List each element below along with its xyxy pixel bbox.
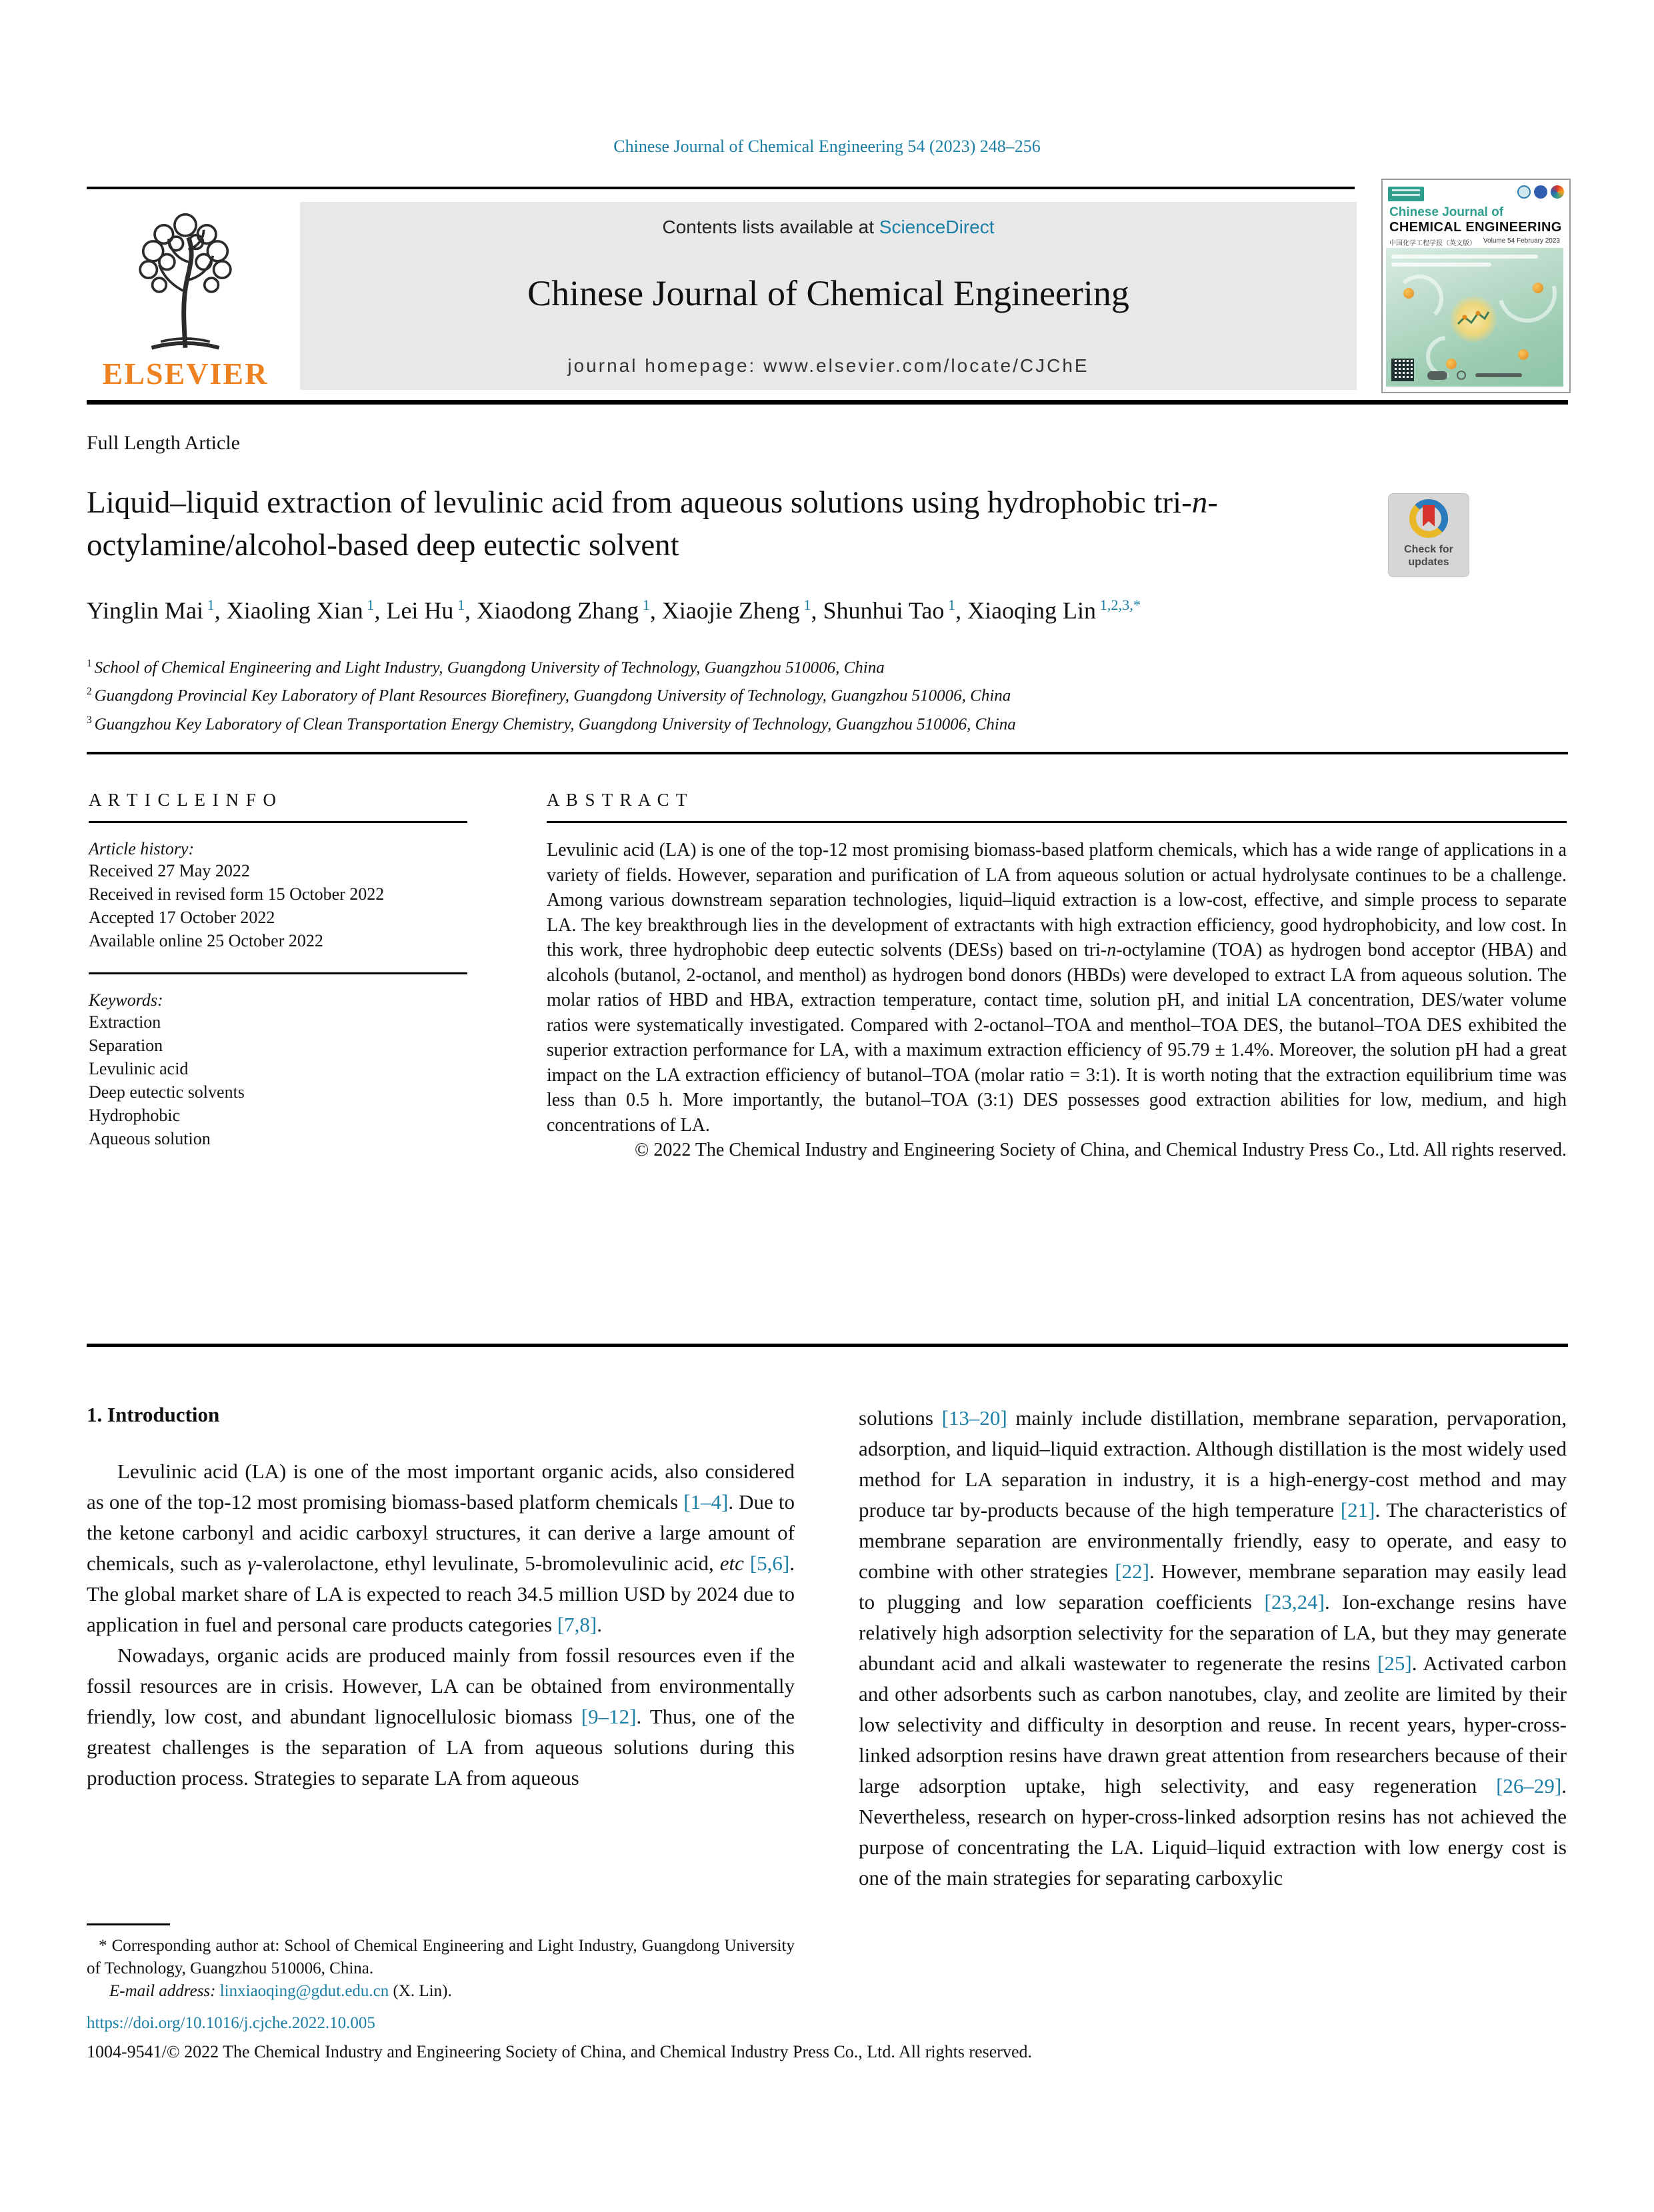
- text-segment: , Xiaoling Xian: [214, 597, 363, 624]
- body-left-column: [87, 1403, 795, 1793]
- body-right-column: [859, 1403, 1567, 1893]
- author-list: [87, 596, 1560, 624]
- email-address-line: [87, 1980, 795, 2003]
- text-segment: E-mail address:: [109, 1982, 220, 2000]
- text-segment: Levulinic acid (LA) is one of the top-12 most promising biomass-based platform chemicals, which has a wide range of applications in a variety of fields. However, separation and purification of LA from aqueous solution or actual hydrolysate continues to be a challenge. Among various downstream separation technologies, liquid–liquid extraction is a low-cost, effective, and simple process to separate LA. The key breakthrough lies in the development of extractants with high extraction efficiency, good hydrophobicity, and low cost. In this work, three hydrophobic deep eutectic solvents (DESs) based on tri-: [547, 840, 1567, 960]
- inline-link[interactable]: [7,8]: [557, 1613, 597, 1636]
- text-segment: . Ion-exchange resins have relatively high adsorption selectivity for the separation of LA, but they may generate abundant acid and alkali wastewater to regenerate the resins: [859, 1590, 1567, 1675]
- text-segment: n: [1191, 485, 1208, 520]
- affiliation-line: [87, 708, 1560, 736]
- inline-link[interactable]: [1–4]: [683, 1490, 729, 1514]
- text-segment: solutions: [859, 1406, 942, 1430]
- corresponding-author-text: * Corresponding author at: School of Chemical Engineering and Light Industry, Guangdong University of Technology, Guangzhou 510006, China.: [87, 1937, 795, 1977]
- section-divider-rule: [87, 1344, 1568, 1347]
- history-item: Available online 25 October 2022: [89, 931, 323, 950]
- affiliation-bottom-rule: [87, 752, 1568, 754]
- text-segment: . However, membrane separation may easily lead to plugging and low separation coefficients: [859, 1560, 1567, 1614]
- cover-chinese-title: 中国化学工程学报（英文版）: [1389, 240, 1476, 247]
- abstract-body: [547, 838, 1567, 1138]
- abstract-copyright: © 2022 The Chemical Industry and Engineering Society of China, and Chemical Industry Press Co., Ltd. All rights reserved.: [635, 1140, 1567, 1160]
- cover-swirl: [1395, 275, 1443, 323]
- text-segment: 2: [87, 686, 95, 698]
- keyword-item: Extraction: [89, 1012, 161, 1032]
- text-segment: . The global market share of LA is expected to reach 34.5 million USD by 2024 due to application in fuel and personal care products categories: [87, 1552, 795, 1636]
- inline-link[interactable]: [13–20]: [941, 1406, 1007, 1430]
- text-segment: Guangdong Provincial Key Laboratory of Plant Resources Biorefinery, Guangdong University of Technology, Guangzhou 510006, China: [94, 686, 1011, 705]
- article-info-column: [89, 790, 467, 1150]
- text-segment: . Activated carbon and other adsorbents such as carbon nanotubes, clay, and zeolite are limited by their low selectivity and difficulty in desorption and reuse. In recent years, hyper-cross-linked adsorption resins have drawn great attention from researchers because of their large adsorption uptake, high selectivity, and easy regeneration: [859, 1652, 1567, 1797]
- cover-artwork: [1386, 248, 1563, 387]
- cover-title-line2: CHEMICAL ENGINEERING: [1389, 220, 1562, 235]
- abstract-rule: [547, 821, 1567, 823]
- abstract-heading: A B S T R A C T: [547, 790, 689, 810]
- inline-link[interactable]: 1: [944, 596, 956, 613]
- text-segment: , Xiaojie Zheng: [649, 597, 800, 624]
- doi-link[interactable]: https://doi.org/10.1016/j.cjche.2022.10.005: [87, 2014, 375, 2032]
- keyword-item: Deep eutectic solvents: [89, 1082, 245, 1102]
- text-segment: 3: [87, 714, 95, 726]
- corresponding-author-footnote: [87, 1923, 795, 2003]
- cover-article-title-bar: [1391, 255, 1538, 259]
- running-head-citation: Chinese Journal of Chemical Engineering 54 (2023) 248–256: [613, 137, 1041, 156]
- cover-volume-date: Volume 54 February 2023: [1483, 237, 1560, 245]
- text-segment: . Nevertheless, research on hyper-cross-linked adsorption resins has not achieved the purpose of concentrating the LA. Liquid–liquid extraction with low energy cost is one of the main strategies for separating carboxylic: [859, 1774, 1567, 1889]
- inline-link[interactable]: [9–12]: [581, 1705, 637, 1728]
- affiliation-line: [87, 680, 1560, 708]
- affiliation-line: [87, 652, 1560, 680]
- article-history-label: Article history:: [89, 839, 195, 858]
- cover-dot: [1518, 349, 1529, 360]
- inline-link[interactable]: [26–29]: [1496, 1774, 1562, 1797]
- cover-society-logos: [1517, 185, 1564, 199]
- inline-link[interactable]: 1: [799, 596, 811, 613]
- inline-link[interactable]: [23,24]: [1264, 1590, 1325, 1614]
- text-segment: . Thus, one of the greatest challenges is the separation of LA from aqueous solutions during this production process. Strategies to separate LA from aqueous: [87, 1705, 795, 1789]
- text-segment: School of Chemical Engineering and Light Industry, Guangdong University of Technology, Guangzhou 510006, China: [94, 658, 885, 677]
- history-item: Received in revised form 15 October 2022: [89, 884, 385, 904]
- society-logo-icon: [1551, 185, 1564, 199]
- cover-molecule-icon: [1455, 304, 1491, 333]
- inline-link[interactable]: [21]: [1340, 1498, 1375, 1522]
- inline-link[interactable]: 1,2,3,*: [1096, 596, 1141, 613]
- keyword-item: Separation: [89, 1036, 163, 1055]
- publisher-logo-icon: [1475, 373, 1522, 377]
- text-segment: -octylamine (TOA) as hydrogen bond acceptor (HBA) and alcohols (butanol, 2-octanol, and menthol) as hydrogen bond donors (HBDs) were developed to extract LA from aqueous solution. The molar ratios of HBD and HBA, extraction temperature, contact time, solution pH, and initial LA concentration, DES/water volume ratios were systematically investigated. Compared with 2-octanol–TOA and menthol–TOA DES, the butanol–TOA DES exhibited the superior extraction performance for LA, with a maximum extraction efficiency of 95.79 ± 1.4%. Moreover, the solution pH had a great impact on the LA extraction efficiency of butanol–TOA (molar ratio = 3:1). It is worth noting that the extraction equilibrium time was less than 0.5 h. More importantly, the butanol–TOA (3:1) DES possesses good extraction abilities for low, medium, and high concentrations of LA.: [547, 940, 1567, 1136]
- text-segment: n: [1107, 940, 1117, 960]
- inline-link[interactable]: linxiaoqing@gdut.edu.cn: [219, 1982, 389, 2000]
- cover-article-title-bar: [1391, 263, 1491, 267]
- journal-cover-thumbnail[interactable]: [1381, 179, 1571, 393]
- keyword-item: Hydrophobic: [89, 1106, 181, 1125]
- section-heading-introduction: 1. Introduction: [87, 1403, 220, 1426]
- text-segment: . The characteristics of membrane separation are environmentally friendly, easy to operate, and easy to combine with other strategies: [859, 1498, 1567, 1583]
- text-segment: . Due to the ketone carbonyl and acidic carboxyl structures, it can derive a large amount of chemicals, such as: [87, 1490, 795, 1575]
- elsevier-wordmark: ELSEVIER: [102, 357, 269, 391]
- text-segment: [744, 1552, 750, 1575]
- issn-copyright-line: 1004-9541/© 2022 The Chemical Industry and Engineering Society of China, and Chemical Industry Press Co., Ltd. All rights reserved.: [87, 2042, 1032, 2061]
- text-segment: etc: [719, 1552, 744, 1575]
- intro-paragraph-2: [87, 1640, 795, 1793]
- check-for-updates-icon: [1405, 497, 1453, 540]
- text-segment: .: [597, 1613, 602, 1636]
- inline-link[interactable]: 1: [639, 596, 650, 613]
- cover-dot: [1403, 288, 1414, 299]
- inline-link[interactable]: [25]: [1377, 1652, 1412, 1675]
- keyword-item: Levulinic acid: [89, 1059, 189, 1078]
- society-logo-icon: [1517, 185, 1531, 199]
- contents-line: [300, 217, 1357, 238]
- intro-paragraph-1: [87, 1456, 795, 1640]
- cover-dot: [1533, 283, 1543, 293]
- cover-publisher-logos: [1386, 371, 1563, 380]
- intro-paragraph-continued: [859, 1403, 1567, 1893]
- journal-banner: [300, 202, 1357, 390]
- text-segment: -octylamine/alcohol-based deep eutectic solvent: [87, 485, 1218, 562]
- inline-link[interactable]: 1: [203, 596, 215, 613]
- text-segment: , Lei Hu: [374, 597, 454, 624]
- banner-bottom-rule: [87, 400, 1568, 405]
- text-segment: (X. Lin).: [389, 1982, 452, 2000]
- top-rule: [87, 187, 1355, 189]
- text-segment: , Xiaodong Zhang: [465, 597, 639, 624]
- badge-text-line1: Check for: [1404, 544, 1453, 555]
- contents-prefix: Contents lists available at: [662, 217, 879, 237]
- society-logo-icon: [1534, 185, 1547, 199]
- history-item: Accepted 17 October 2022: [89, 908, 275, 927]
- cover-issn-band: [1388, 187, 1424, 201]
- check-for-updates-badge[interactable]: [1388, 493, 1469, 577]
- inline-link[interactable]: [5,6]: [749, 1552, 790, 1575]
- keywords-label: Keywords:: [89, 990, 163, 1010]
- elsevier-logo[interactable]: [85, 200, 285, 393]
- inline-link[interactable]: 1: [453, 596, 465, 613]
- text-segment: Liquid–liquid extraction of levulinic acid from aqueous solutions using hydrophobic tri-: [87, 485, 1192, 520]
- text-segment: Levulinic acid (LA) is one of the most important organic acids, also considered as one of the top-12 most promising biomass-based platform chemicals: [87, 1460, 795, 1514]
- elsevier-tree-icon: [85, 200, 285, 355]
- cover-dot: [1446, 359, 1457, 369]
- history-item: Received 27 May 2022: [89, 861, 250, 880]
- text-segment: γ: [247, 1552, 256, 1575]
- text-segment: , Shunhui Tao: [811, 597, 945, 624]
- article-type-label: Full Length Article: [87, 432, 240, 454]
- text-segment: , Xiaoqing Lin: [955, 597, 1097, 624]
- affiliation-list: [87, 652, 1560, 736]
- article-title: [87, 481, 1260, 566]
- sciencedirect-link[interactable]: ScienceDirect: [879, 217, 995, 237]
- keywords-rule: [89, 972, 467, 974]
- text-segment: 1: [87, 658, 95, 669]
- badge-text-line2: updates: [1408, 556, 1449, 568]
- text-segment: -valerolactone, ethyl levulinate, 5-bromolevulinic acid,: [255, 1552, 720, 1575]
- abstract-column: [547, 790, 1567, 1163]
- cover-title-line1: Chinese Journal of: [1389, 205, 1504, 219]
- journal-homepage-link[interactable]: journal homepage: www.elsevier.com/locate/CJChE: [567, 355, 1089, 376]
- footnote-rule: [87, 1923, 170, 1925]
- keyword-item: Aqueous solution: [89, 1129, 211, 1148]
- text-segment: Nowadays, organic acids are produced mainly from fossil resources even if the fossil resources are in crisis. However, LA can be obtained from environmentally friendly, low cost, and abundant lignocellulosic biomass: [87, 1644, 795, 1728]
- text-segment: mainly include distillation, membrane separation, pervaporation, adsorption, and liquid–liquid extraction. Although distillation is the most widely used method for LA separation in industry, it is a high-energy-cost method and may produce tar by-products because of the high temperature: [859, 1406, 1567, 1522]
- cover-swirl: [1487, 253, 1567, 333]
- text-segment: Guangzhou Key Laboratory of Clean Transportation Energy Chemistry, Guangdong University of Technology, Guangzhou 510006, China: [94, 714, 1016, 733]
- publisher-logo-icon: [1427, 371, 1447, 380]
- text-segment: Yinglin Mai: [87, 597, 204, 624]
- cover-meta: [1389, 237, 1560, 247]
- article-info-rule: [89, 821, 467, 823]
- article-info-heading: A R T I C L E I N F O: [89, 790, 278, 810]
- publisher-logo-icon: [1457, 371, 1466, 380]
- inline-link[interactable]: [22]: [1115, 1560, 1150, 1583]
- journal-title: Chinese Journal of Chemical Engineering: [527, 273, 1129, 313]
- inline-link[interactable]: 1: [363, 596, 375, 613]
